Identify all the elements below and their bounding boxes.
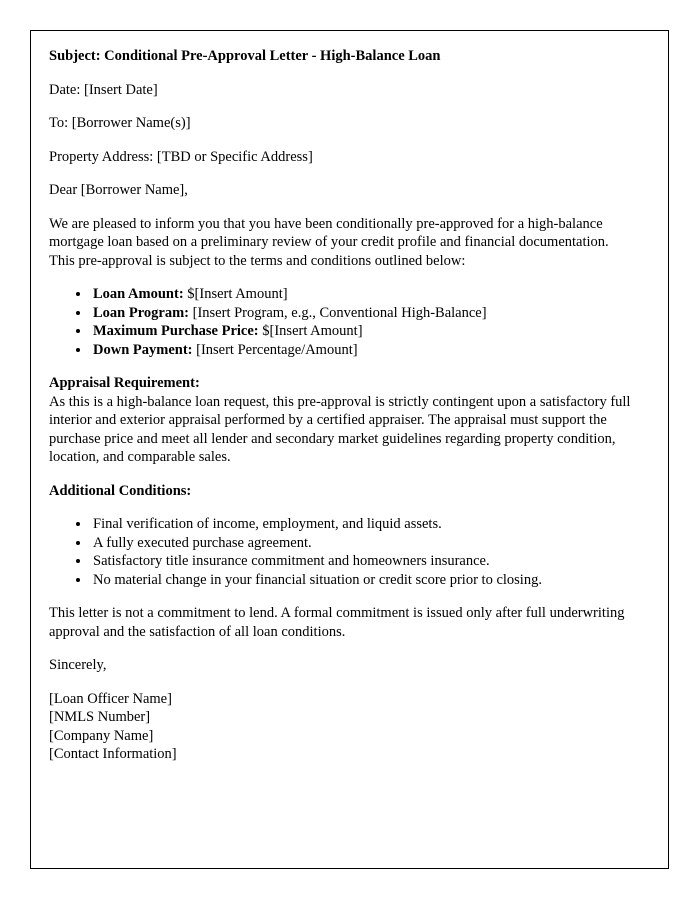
loan-detail-item (91, 322, 634, 341)
to-line: To: [Borrower Name(s)] (49, 115, 191, 131)
loan-detail-label: Loan Amount: (93, 286, 184, 302)
signature-line: [Contact Information] (49, 746, 177, 762)
appraisal-heading: Appraisal Requirement: (49, 375, 200, 391)
loan-detail-value: $[Insert Amount] (187, 286, 288, 302)
appraisal-section (49, 374, 634, 467)
signature-line: [Company Name] (49, 727, 154, 744)
signature-line: [Loan Officer Name] (49, 690, 172, 707)
loan-detail-value: [Insert Percentage/Amount] (196, 341, 358, 358)
conditions-heading: Additional Conditions: (49, 482, 192, 499)
conditions-list (49, 515, 634, 589)
loan-details-list (49, 285, 634, 359)
subject-line: Subject: Conditional Pre-Approval Letter - High-Balance Loan (49, 48, 441, 64)
signature-line: [NMLS Number] (49, 709, 151, 725)
loan-detail-value: $[Insert Amount] (262, 323, 363, 339)
appraisal-body: As this is a high-balance loan request, this pre-approval is strictly contingent upon a satisfactory full interior and exterior appraisal performed by a certified appraiser. The appraisal must support the purchase price and meet all lender and secondary market guidelines regarding property condition, location, and comparable sales. (49, 393, 631, 465)
loan-detail-value: [Insert Program, e.g., Conventional High-Balance] (192, 304, 487, 321)
closing-line: Sincerely, (49, 657, 107, 673)
loan-detail-item (91, 341, 634, 360)
condition-item: • Final verification of income, employment, and liquid assets. (91, 515, 634, 534)
letter-page (30, 30, 669, 869)
loan-detail-label: Down Payment: (93, 341, 193, 358)
loan-detail-label: Loan Program: (93, 304, 189, 321)
loan-detail-item (91, 285, 634, 304)
signature-block (49, 690, 634, 764)
condition-item: • Satisfactory title insurance commitment and homeowners insurance. (91, 552, 634, 571)
condition-item: • A fully executed purchase agreement. (91, 534, 634, 553)
property-address-line: Property Address: [TBD or Specific Address] (49, 148, 313, 165)
condition-item: • No material change in your financial situation or credit score prior to closing. (91, 571, 634, 590)
letter-body (49, 47, 634, 764)
loan-detail-item (91, 304, 634, 323)
loan-detail-label: Maximum Purchase Price: (93, 323, 259, 339)
intro-paragraph: We are pleased to inform you that you have been conditionally pre-approved for a high-balance mortgage loan based on a preliminary review of your credit profile and financial documentation. This pre-approval is subject to the terms and conditions outlined below: (49, 215, 609, 269)
date-line: Date: [Insert Date] (49, 81, 158, 98)
salutation: Dear [Borrower Name], (49, 182, 188, 198)
disclaimer-paragraph: This letter is not a commitment to lend. A formal commitment is issued only after full underwriting approval and the satisfaction of all loan conditions. (49, 605, 625, 640)
